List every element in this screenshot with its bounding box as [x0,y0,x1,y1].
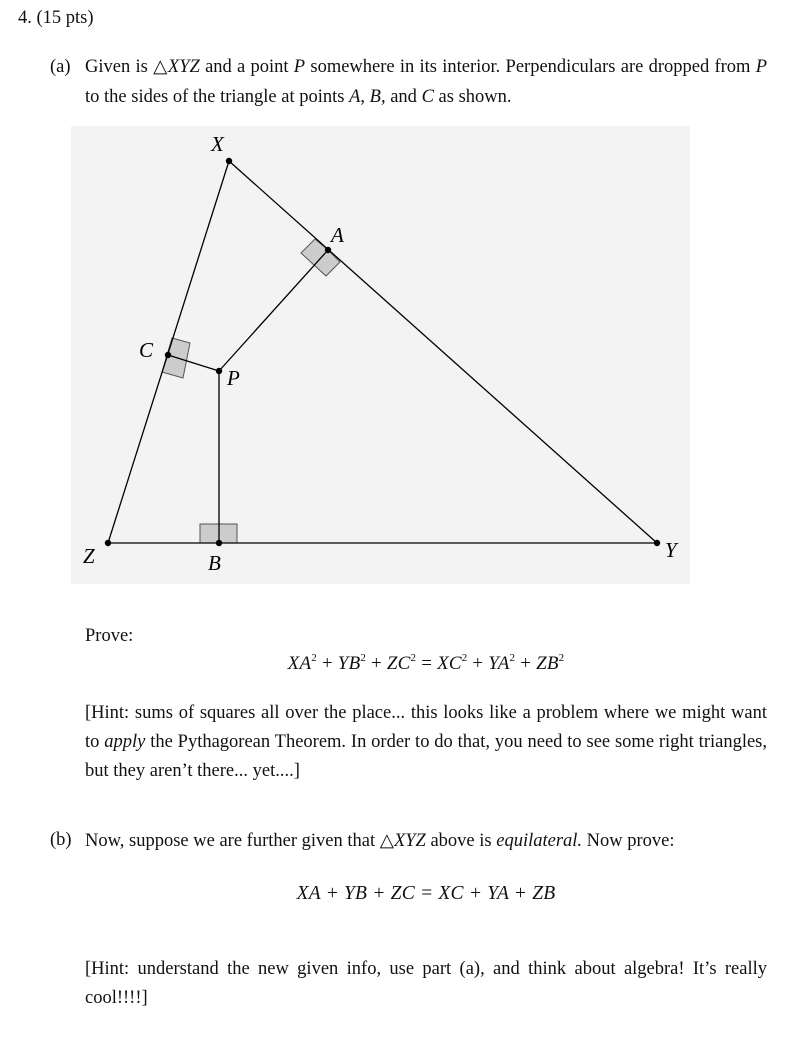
hint-a [85,699,767,786]
part-b-label: (b) [50,830,72,850]
label-x: X [211,132,224,156]
label-p: P [227,366,240,390]
intro-text: , and [380,87,422,107]
point-y [654,540,660,546]
hint-text: [Hint: sums of squares all over the place... this looks like a problem where we might want to [85,703,767,752]
equation-a: $XA^2 + YB^2 + ZC^2 = XC^2 + YA^2 + ZB^2$ [287,652,565,674]
triangle-symbol: △ [379,831,394,851]
hint-b: [Hint: understand the new given info, use part (a), and think about algebra! It’s really cool!!!!] [85,959,767,1008]
point-a [325,247,331,253]
label-z: Z [83,544,95,568]
point-c [165,352,171,358]
side-xy [229,161,657,543]
hint-emphasis: apply [104,732,146,752]
part-a-label: (a) [50,57,71,77]
intro-text: somewhere in its interior. Perpendiculars are dropped from [305,57,756,77]
label-c: C [139,338,154,362]
part-b-emphasis: equilateral. [496,831,583,851]
point-p-name: P [755,57,767,77]
intro-text: , [360,87,370,107]
triangle-symbol: △ [153,57,168,77]
intro-text: as shown. [433,87,512,107]
triangle-name: XYZ [393,831,426,851]
part-b-text-segment: Now, suppose we are further given that [85,831,380,851]
triangle-name: XYZ [167,57,200,77]
segment-pa [219,250,328,371]
intro-text: and a point [199,57,294,77]
part-b-text-segment: Now prove: [582,831,675,851]
part-b-text-segment: above is [425,831,497,851]
intro-text: to the sides of the triangle at points [85,87,350,107]
hint-text: the Pythagorean Theorem. In order to do that, you need to see some right triangles, but they aren’t there... yet....] [85,732,768,781]
label-a: A [331,223,344,247]
equation-b: XA + YB + ZC = XC + YA + ZB [296,883,556,904]
problem-header: 4. (15 pts) [18,8,94,28]
label-b: B [208,551,221,575]
point-b [216,540,222,546]
point-x [226,158,232,164]
prove-label: Prove: [85,626,134,646]
point-p [216,368,222,374]
point-z [105,540,111,546]
point-p-name: P [293,57,306,77]
intro-text: Given is [85,57,154,77]
point-c-name: C [421,87,434,107]
point-a-name: A [349,87,361,107]
part-b-text [85,830,767,852]
point-b-name: B [369,87,381,107]
label-y: Y [665,538,677,562]
